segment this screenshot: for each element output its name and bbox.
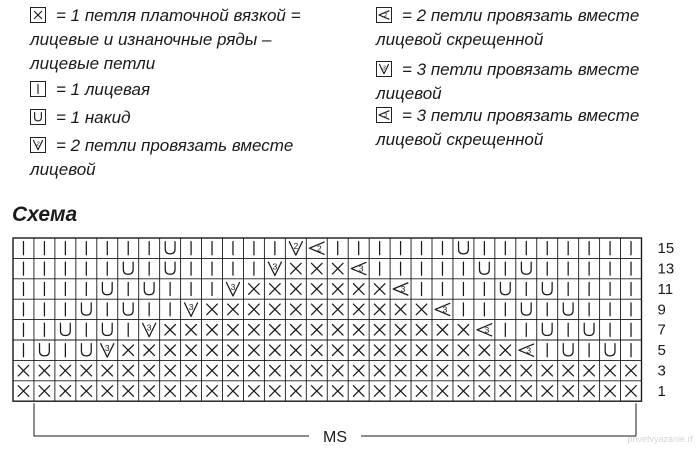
chart-cell [458,324,469,335]
chart-cell [81,303,91,315]
chart-cell [102,365,113,376]
svg-text:3: 3 [384,113,388,120]
chart-cell [185,302,198,316]
legend-text: = 1 лицевая [30,78,150,102]
chart-cell [228,304,239,315]
chart-cell [289,241,302,255]
chart-cell [437,386,448,397]
chart-cell [353,304,364,315]
watermark: privetvyazanie.rf [627,434,693,444]
chart-cell [186,345,197,356]
chart-cell [165,365,176,376]
chart-cell [332,304,343,315]
legend-text: лицевой скрещенной [376,130,544,149]
chart-cell [144,282,154,294]
chart-cell [332,345,343,356]
chart-cell [186,386,197,397]
legend-text: 2 = 2 петли провязать вместе [30,134,293,158]
chart-cell [395,304,406,315]
legend-text: 3 = 3 петли провязать вместе [376,104,639,128]
chart-cell [291,386,302,397]
chart-cell [374,324,385,335]
chart-cell [521,262,531,274]
chart-cell [374,345,385,356]
chart-cell [416,324,427,335]
chart-cell [144,386,155,397]
chart-cell [521,303,531,315]
chart-cell [249,386,260,397]
chart-cell [102,323,112,335]
legend-text: = 1 петля платочной вязкой = [30,4,301,28]
chart-cell [353,345,364,356]
chart-cell [226,282,239,296]
svg-text:3: 3 [400,284,406,295]
chart-cell [228,386,239,397]
chart-cell [500,365,511,376]
chart-cell [123,262,133,274]
chart-cell [605,386,616,397]
chart-cell [60,386,71,397]
chart-cell [542,323,552,335]
chart-cell [332,365,343,376]
chart-cell [563,344,573,356]
chart-cell [542,282,552,294]
chart-cell [123,365,134,376]
chart-cell [479,365,490,376]
svg-text:3: 3 [382,65,386,72]
svg-text:3: 3 [146,322,152,333]
chart-cell [102,282,112,294]
chart-cell [123,303,133,315]
chart-cell [521,365,532,376]
chart-cell [102,386,113,397]
chart-cell [249,345,260,356]
chart-cell [207,365,218,376]
chart-cell [39,365,50,376]
legend-text: = 1 накид [30,106,131,130]
chart-cell [437,345,448,356]
chart-cell [459,242,469,254]
chart-cell [165,262,175,274]
chart-cell [416,365,427,376]
chart-cell [18,386,29,397]
chart-cell [500,282,510,294]
chart-cell [165,386,176,397]
chart-cell [351,262,366,274]
chart-cell [123,345,134,356]
chart-cell [228,345,239,356]
chart-cell [249,324,260,335]
chart-cell [353,386,364,397]
chart-cell [458,386,469,397]
chart-cell [605,365,616,376]
row-label: 3 [657,362,666,380]
legend-text: лицевые петли [30,54,156,73]
chart-cell [165,324,176,335]
chart-cell [60,365,71,376]
chart-cell [353,284,364,295]
chart-cell [393,283,408,295]
chart-cell [479,386,490,397]
chart-cell [479,345,490,356]
chart-cell [311,284,322,295]
chart-cell [165,242,175,254]
chart-cell [395,345,406,356]
chart-cell [374,284,385,295]
svg-text:3: 3 [484,324,490,335]
chart-cell [309,242,324,254]
chart-cell [374,386,385,397]
legend-text: лицевой [30,160,96,179]
chart-cell [291,284,302,295]
chart-cell [186,365,197,376]
chart-cell [311,386,322,397]
row-label: 11 [657,280,674,298]
legend-text: лицевой [376,84,442,103]
chart-cell [437,365,448,376]
chart-cell [207,324,218,335]
chart-cell [479,262,489,274]
svg-text:2: 2 [316,243,322,254]
chart-cell [249,284,260,295]
chart-cell [60,323,70,335]
chart-cell [563,386,574,397]
legend-text: лицевой скрещенной [376,30,544,49]
chart-cell [186,324,197,335]
chart-cell [519,344,534,356]
chart-cell [291,324,302,335]
chart-cell [249,304,260,315]
chart-cell [353,365,364,376]
chart-cell [270,304,281,315]
chart-cell [144,345,155,356]
chart-cell [270,324,281,335]
chart-cell [416,386,427,397]
chart-cell [228,324,239,335]
chart-cell [605,344,615,356]
chart-cell [81,386,92,397]
legend-text: 2 = 2 петли провязать вместе [376,4,639,28]
svg-text:3: 3 [104,343,110,354]
chart-cell [81,344,91,356]
chart-cell [458,365,469,376]
chart-cell [207,386,218,397]
svg-text:3: 3 [188,302,194,313]
chart-cell [270,365,281,376]
chart-cell [477,324,492,336]
chart-cell [416,345,427,356]
chart-cell [311,365,322,376]
chart-cell [542,365,553,376]
row-label: 7 [657,321,666,339]
svg-text:3: 3 [442,304,448,315]
chart-cell [584,323,594,335]
chart-cell [500,386,511,397]
svg-text:2: 2 [36,141,40,148]
chart-cell [291,345,302,356]
chart-cell [228,365,239,376]
chart-cell [291,304,302,315]
svg-text:3: 3 [358,263,364,274]
legend-text: 3 = 3 петли провязать вместе [376,58,639,82]
chart-cell [101,343,114,357]
legend-text: лицевые и изнаночные ряды – [30,30,272,49]
row-label: 15 [657,240,675,258]
chart-cell [165,345,176,356]
chart-cell [268,261,281,275]
chart-cell [332,284,343,295]
chart-cell [207,345,218,356]
svg-text:3: 3 [272,261,278,272]
chart-cell [311,345,322,356]
chart-cell [416,304,427,315]
chart-cell [521,386,532,397]
chart-cell [123,386,134,397]
chart-cell [374,304,385,315]
chart-cell [584,365,595,376]
chart-cell [563,303,573,315]
chart-cell [311,304,322,315]
chart-cell [395,324,406,335]
chart-cell [39,386,50,397]
row-label: 13 [657,260,675,278]
chart-cell [291,263,302,274]
chart-cell [353,324,364,335]
chart-cell [437,324,448,335]
row-label: 5 [657,342,666,360]
row-label: 9 [657,301,666,319]
chart-cell [270,284,281,295]
chart-cell [626,386,637,397]
chart-cell [500,345,511,356]
chart-cell [395,386,406,397]
repeat-label: MS [323,429,347,446]
svg-text:3: 3 [526,345,532,356]
chart-cell [332,263,343,274]
chart-cell [395,365,406,376]
chart-cell [332,324,343,335]
row-label: 1 [657,382,666,400]
chart-cell [563,365,574,376]
chart-cell [374,365,385,376]
chart-cell [291,365,302,376]
chart-cell [143,323,156,337]
chart-cell [435,303,450,315]
chart-cell [458,345,469,356]
chart-cell [584,386,595,397]
chart-cell [311,324,322,335]
chart-cell [18,365,29,376]
chart-cell [542,386,553,397]
chart-cell [311,263,322,274]
svg-text:2: 2 [293,241,299,252]
chart-cell [249,365,260,376]
svg-text:3: 3 [230,281,236,292]
schema-title: Схема [12,203,78,226]
chart-cell [270,345,281,356]
svg-text:2: 2 [384,13,388,20]
chart-cell [332,386,343,397]
chart-cell [626,365,637,376]
chart-cell [270,386,281,397]
chart-cell [144,365,155,376]
chart-cell [81,365,92,376]
chart-cell [40,344,50,356]
chart-cell [207,304,218,315]
